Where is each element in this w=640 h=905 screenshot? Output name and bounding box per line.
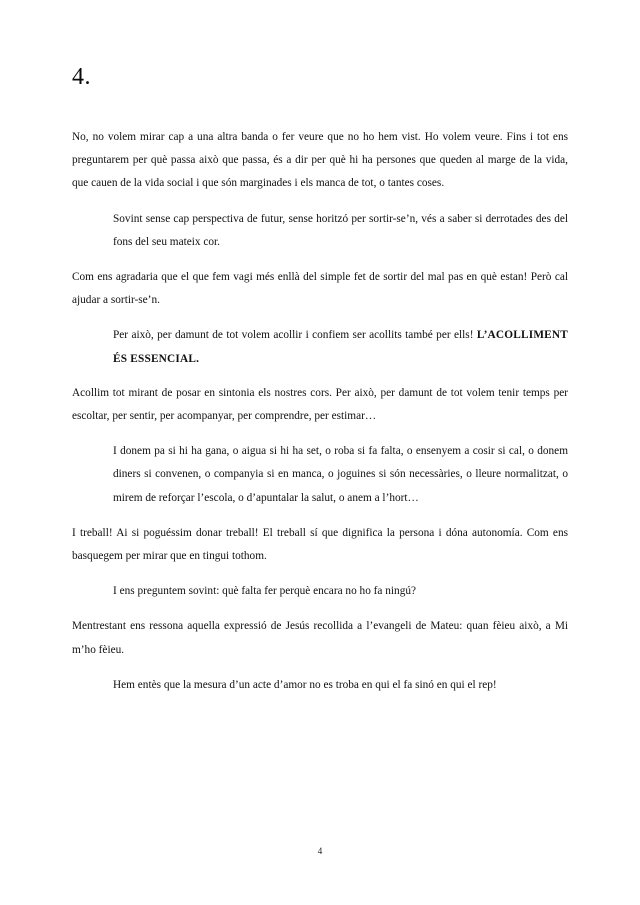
paragraph-3: Com ens agradaria que el que fem vagi més enllà del simple fet de sortir del mal pas en què estan! Però cal ajudar a sortir-se’n. <box>72 271 568 307</box>
page-footer <box>0 845 640 857</box>
page-number: 4 <box>317 846 323 856</box>
paragraph-9: Mentrestant ens ressona aquella expressió de Jesús recollida a l’evangeli de Mateu: quan fèieu això, a Mi m’ho fèieu. <box>72 620 568 656</box>
paragraph-7: I treball! Ai si poguéssim donar treball! El treball sí que dignifica la persona i dóna autonomía. Com ens basquegem per mirar que en tingui tothom. <box>72 526 568 563</box>
paragraph-4-indented <box>113 324 568 370</box>
paragraph-6-indented: I donem pa si hi ha gana, o aigua si hi ha set, o roba si fa falta, o ensenyem a cosir si cal, o donem diners si convenen, o companyia si en manca, o joguines si són necessàries, o lleure normalitzat, o mirem de reforçar l’escola, o d’apuntalar la salut, o anem a l’hort… <box>113 445 568 504</box>
paragraph-8-indented: I ens preguntem sovint: què falta fer perquè encara no ho fa ningú? <box>113 585 417 598</box>
paragraph-5: Acollim tot mirant de posar en sintonia els nostres cors. Per això, per damunt de tot volem tenir temps per escoltar, per sentir, per acompanyar, per comprendre, per estimar… <box>72 386 568 423</box>
paragraph-4-text: Per això, per damunt de tot volem acollir i confiem ser acollits també per ells! <box>113 329 474 342</box>
paragraph-2-indented: Sovint sense cap perspectiva de futur, sense horitzó per sortir-se’n, vés a saber si derrotades des del fons del seu mateix cor. <box>113 212 568 248</box>
paragraph-10-indented: Hem entès que la mesura d’un acte d’amor no es troba en qui el fa sinó en qui el rep! <box>113 678 497 691</box>
acolliment-emphasis-line: L’ACOLLIMENT ÉS ESSENCIAL. <box>113 329 569 365</box>
section-number-heading: 4. <box>72 64 91 90</box>
paragraph-1: No, no volem mirar cap a una altra banda o fer veure que no ho hem vist. Ho volem veure. Fins i tot ens preguntarem per què passa això que passa, és a dir per què hi ha persones que queden al marge de la vida, que cauen de la vida social i que són marginades i els manca de tot, o tantes coses. <box>72 131 568 190</box>
page-content <box>72 62 568 709</box>
